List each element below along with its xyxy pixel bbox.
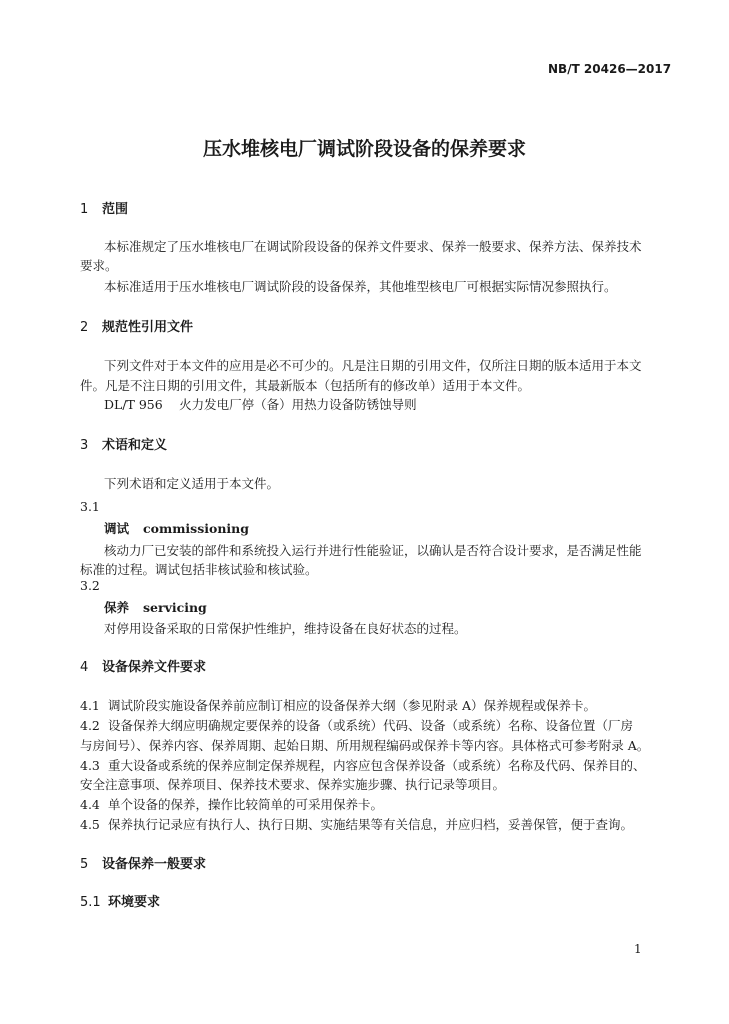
clause-number: 4.3 <box>80 758 100 773</box>
document-title: 压水堆核电厂调试阶段设备的保养要求 <box>202 138 526 160</box>
section-title: 范围 <box>102 202 129 217</box>
clause-4-1 <box>80 696 596 714</box>
section-title: 设备保养文件要求 <box>102 660 207 675</box>
clause-4-2 <box>80 716 633 734</box>
paragraph-line: 本标准适用于压水堆核电厂调试阶段的设备保养，其他堆型核电厂可根据实际情况参照执行。 <box>104 279 617 294</box>
subsection-title: 环境要求 <box>108 895 161 910</box>
term-heading <box>104 598 207 616</box>
clause-text: 重大设备或系统的保养应制定保养规程，内容应包含保养设备（或系统）名称及代码、保养目的、 <box>108 758 646 773</box>
paragraph-line: 下列术语和定义适用于本文件。 <box>104 476 280 491</box>
clause-4-5 <box>80 815 633 833</box>
subsection-number: 5.1 <box>80 895 101 910</box>
clause-4-3 <box>80 756 646 774</box>
term-heading <box>104 519 249 537</box>
subsection-5-1-heading <box>80 891 160 910</box>
term-en: servicing <box>143 600 207 615</box>
section-3-heading <box>80 434 167 453</box>
clause-number: 4.1 <box>80 698 100 713</box>
term-definition-line: 核动力厂已安装的部件和系统投入运行并进行性能验证，以确认是否符合设计要求，是否满足性能 <box>104 543 642 558</box>
term-zh: 调试 <box>104 521 130 536</box>
section-number: 3 <box>80 438 89 453</box>
clause-text: 单个设备的保养，操作比较简单的可采用保养卡。 <box>108 797 384 812</box>
term-definition-line: 标准的过程。调试包括非核试验和核试验。 <box>80 562 318 577</box>
clause-number: 4.5 <box>80 817 100 832</box>
section-4-heading <box>80 656 206 675</box>
paragraph-line: 要求。 <box>80 258 118 273</box>
section-number: 4 <box>80 660 89 675</box>
section-number: 5 <box>80 857 89 872</box>
section-number: 2 <box>80 320 89 335</box>
paragraph-line: 本标准规定了压水堆核电厂在调试阶段设备的保养文件要求、保养一般要求、保养方法、保养技术 <box>104 239 642 254</box>
clause-text: 保养执行记录应有执行人、执行日期、实施结果等有关信息，并应归档，妥善保管，便于查询。 <box>108 817 634 832</box>
section-title: 规范性引用文件 <box>102 320 194 335</box>
clause-text: 调试阶段实施设备保养前应制订相应的设备保养大纲（参见附录 A）保养规程或保养卡。 <box>108 698 597 713</box>
term-number: 3.1 <box>80 499 100 514</box>
term-zh: 保养 <box>104 600 130 615</box>
paragraph-line: 件。凡是不注日期的引用文件，其最新版本（包括所有的修改单）适用于本文件。 <box>80 378 531 393</box>
normative-reference: DL/T 956 火力发电厂停（备）用热力设备防锈蚀导则 <box>104 397 417 412</box>
clause-text-continued: 安全注意事项、保养项目、保养技术要求、保养实施步骤、执行记录等项目。 <box>80 777 506 792</box>
section-title: 设备保养一般要求 <box>102 857 207 872</box>
section-1-heading <box>80 198 128 217</box>
section-2-heading <box>80 316 193 335</box>
section-5-heading <box>80 853 206 872</box>
clause-number: 4.4 <box>80 797 100 812</box>
clause-text-continued: 与房间号）、保养内容、保养周期、起始日期、所用规程编码或保养卡等内容。具体格式可参考附录 A。 <box>80 738 650 753</box>
term-number: 3.2 <box>80 578 100 593</box>
clause-number: 4.2 <box>80 718 100 733</box>
section-title: 术语和定义 <box>102 438 168 453</box>
clause-text: 设备保养大纲应明确规定要保养的设备（或系统）代码、设备（或系统）名称、设备位置（厂房 <box>108 718 634 733</box>
clause-4-4 <box>80 795 383 813</box>
term-definition-line: 对停用设备采取的日常保护性维护，维持设备在良好状态的过程。 <box>104 621 467 636</box>
standard-number: NB/T 20426—2017 <box>548 62 672 76</box>
paragraph-line: 下列文件对于本文件的应用是必不可少的。凡是注日期的引用文件，仅所注日期的版本适用于本文 <box>104 358 642 373</box>
term-en: commissioning <box>143 521 249 536</box>
section-number: 1 <box>80 202 89 217</box>
page-number: 1 <box>634 942 642 956</box>
